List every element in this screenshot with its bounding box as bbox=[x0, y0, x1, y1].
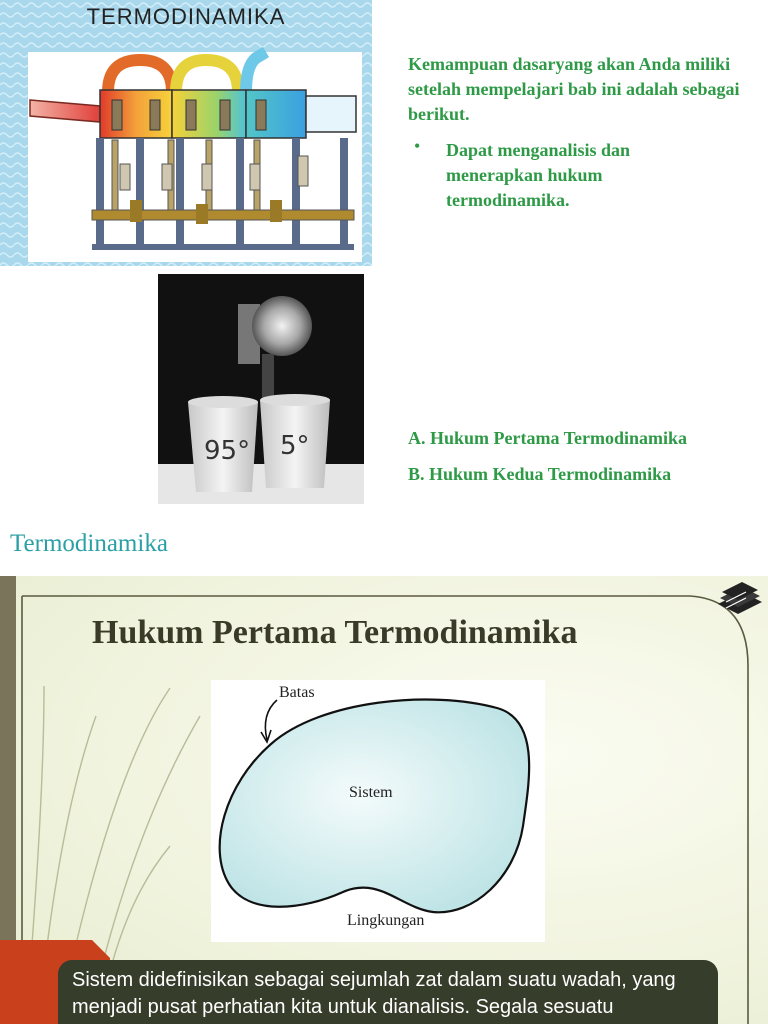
list-item-a: A. Hukum Pertama Termodinamika bbox=[408, 428, 688, 448]
intro-text: Kemampuan dasaryang akan Anda miliki setelah mempelajari bab ini adalah sebagai berikut. bbox=[408, 54, 740, 124]
system-diagram bbox=[211, 680, 545, 942]
slide-2 bbox=[0, 576, 768, 1024]
radiometer-photo bbox=[158, 274, 364, 504]
surroundings-label: Lingkungan bbox=[347, 912, 425, 929]
definition-box bbox=[58, 960, 718, 1024]
list-item-b: B. Hukum Kedua Termodinamika bbox=[408, 464, 672, 484]
slide-2-title: Hukum Pertama Termodinamika bbox=[92, 614, 578, 651]
system-label: Sistem bbox=[349, 784, 393, 801]
boundary-label: Batas bbox=[279, 684, 315, 701]
definition-text: Sistem didefinisikan sebagai sejumlah zat dalam suatu wadah, yang menjadi pusat perhatian kita untuk dianalisis. Segala sesuatu bbox=[72, 969, 676, 1018]
engine-illustration bbox=[0, 0, 372, 266]
stack-icon bbox=[716, 582, 764, 618]
slide-1-footer: Termodinamika bbox=[10, 530, 168, 557]
cup-left-label: 95° bbox=[204, 436, 251, 466]
engine-title: TERMODINAMIKA bbox=[86, 4, 286, 29]
boundary-arrow bbox=[265, 700, 277, 740]
bullet-marker: • bbox=[414, 136, 421, 156]
bullet-text: Dapat menganalisis dan menerapkan hukum termodinamika. bbox=[446, 140, 631, 210]
cup-right-label: 5° bbox=[280, 431, 310, 461]
